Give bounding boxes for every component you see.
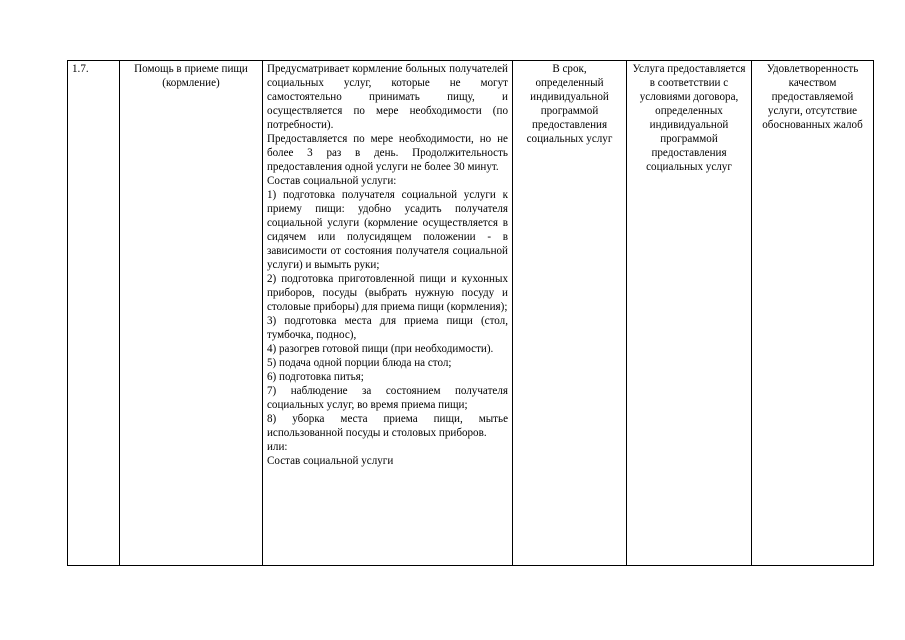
description-paragraph: Предоставляется по мере необходимости, но не более 3 раз в день. Продолжительность предоставления одной услуги не более 30 минут. <box>267 133 508 173</box>
description-paragraph: 3) подготовка места для приема пищи (стол, тумбочка, поднос), <box>267 315 508 341</box>
service-term-cell: В срок, определенный индивидуальной программой предоставления социальных услуг <box>513 61 627 566</box>
description-paragraph: 5) подача одной порции блюда на стол; <box>267 357 452 369</box>
description-paragraph: Предусматривает кормление больных получателей социальных услуг, которые не могут самостоятельно принимать пищу, и осуществляется по мере необходимости (по потребности). <box>267 63 508 131</box>
description-paragraph: 8) уборка места приема пищи, мытье использованной посуды и столовых приборов. <box>267 413 508 439</box>
row-number-cell: 1.7. <box>68 61 120 566</box>
description-paragraph: 1) подготовка получателя социальной услуги к приему пищи: удобно усадить получателя социальной услуги (кормление осуществляется в сидячем или полусидящем положении - в зависимости от состояния получателя социальной услуги) и вымыть руки; <box>267 189 508 271</box>
service-conditions-cell: Услуга предоставляется в соответствии с условиями договора, определенных индивидуальной программой предоставления социальных услуг <box>627 61 752 566</box>
description-paragraph: 7) наблюдение за состоянием получателя социальных услуг, во время приема пищи; <box>267 385 508 411</box>
description-paragraph: 6) подготовка питья; <box>267 371 364 383</box>
service-description-cell <box>263 61 513 566</box>
service-quality-cell: Удовлетворенность качеством предоставляемой услуги, отсутствие обоснованных жалоб <box>752 61 874 566</box>
description-paragraph: или: <box>267 441 288 453</box>
description-paragraph: 4) разогрев готовой пищи (при необходимости). <box>267 343 494 355</box>
service-name-cell: Помощь в приеме пищи (кормление) <box>120 61 263 566</box>
description-paragraph: Состав социальной услуги: <box>267 175 397 187</box>
description-paragraph: 2) подготовка приготовленной пищи и кухонных приборов, посуды (выбрать нужную посуду и столовые приборы) для приема пищи (кормления); <box>267 273 508 313</box>
service-table <box>67 60 874 566</box>
description-paragraph: Состав социальной услуги <box>267 455 394 467</box>
table-row <box>68 61 874 566</box>
